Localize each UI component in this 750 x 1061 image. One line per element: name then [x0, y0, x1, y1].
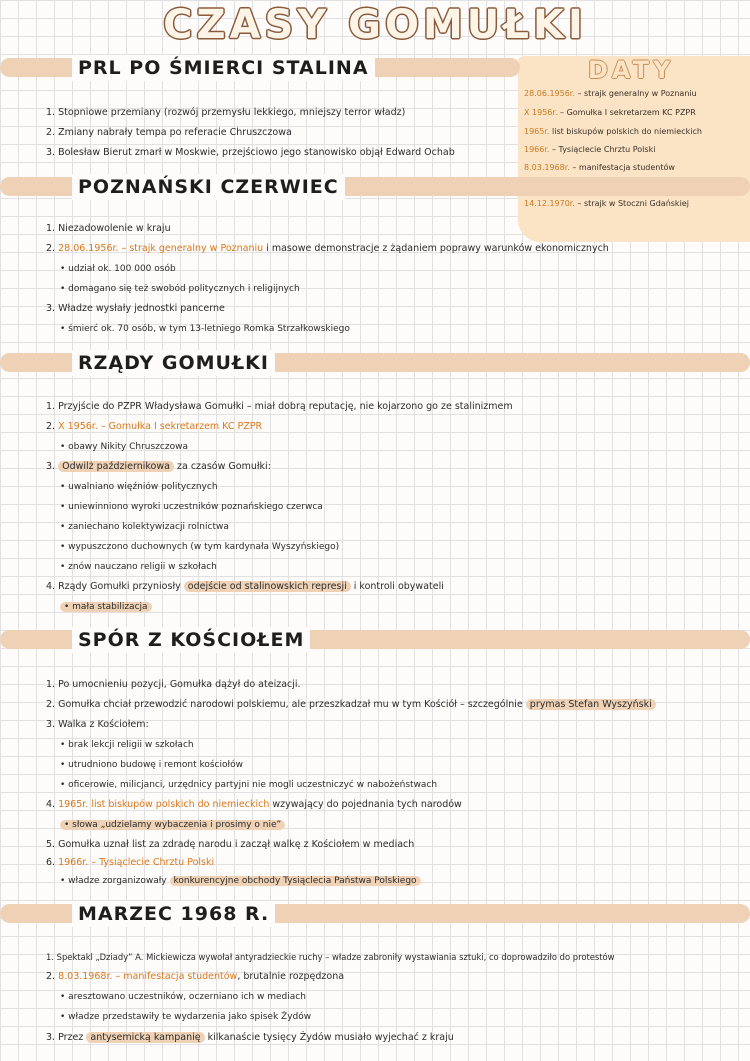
list-text: i masowe demonstracje z żądaniem poprawy warunków ekonomicznych [263, 243, 609, 254]
highlight: • mała stabilizacja [60, 602, 152, 612]
page-title: CZASY GOMUŁKI [163, 2, 587, 48]
list-number: 6. [46, 857, 59, 868]
list-item: 1. Stopniowe przemiany (rozwój przemysłu lekkiego, mniejszy terror władz) [46, 107, 406, 118]
highlight: • słowa „udzielamy wybaczenia i prosimy o nie” [60, 820, 285, 830]
dates-item-date: 8.03.1968r. [524, 163, 570, 172]
bullet-item: • oficerowie, milicjanci, urzędnicy partyjni nie mogli uczestniczyć w nabożeństwach [60, 780, 438, 790]
dates-item-date: X 1956r. [524, 108, 558, 117]
list-text: 2. Gomułka chciał przewodzić narodowi polskiemu, ale przeszkadzał mu w tym Kościół – szczególnie [46, 699, 526, 710]
bullet-item: • utrudniono budowę i remont kościołów [60, 760, 243, 770]
highlight: konkurencyjne obchody Tysiąclecia Państwa Polskiego [170, 876, 421, 886]
bullet-item: • udział ok. 100 000 osób [60, 264, 176, 274]
section-title-marzec: MARZEC 1968 R. [72, 901, 275, 927]
list-item: 3. Bolesław Bierut zmarł w Moskwie, przejściowo jego stanowisko objął Edward Ochab [46, 147, 455, 158]
dates-item-text: – strajk w Stoczni Gdańskiej [574, 199, 689, 208]
list-text: wzywający do pojednania tych narodów [269, 799, 462, 810]
dates-item-text: – manifestacja studentów [569, 163, 675, 172]
dates-item [524, 198, 689, 210]
list-item [46, 856, 214, 870]
dates-item-date: 14.12.1970r. [524, 199, 575, 208]
list-item [46, 580, 444, 594]
list-text: , brutalnie rozpędzona [237, 971, 345, 982]
bullet-item: • brak lekcji religii w szkołach [60, 740, 194, 750]
list-item [46, 242, 609, 256]
bullet-item: • zaniechano kolektywizacji rolnictwa [60, 522, 229, 532]
dates-item [524, 107, 696, 119]
list-text: i kontroli obywateli [350, 581, 444, 592]
list-number: 3. [46, 461, 59, 472]
list-item: 1. Niezadowolenie w kraju [46, 223, 171, 234]
list-item [46, 698, 656, 712]
dates-item-date: 1965r. [524, 127, 550, 136]
list-item: 1. Po umocnieniu pozycji, Gomułka dążył do ateizacji. [46, 679, 301, 690]
list-item [46, 460, 271, 474]
dates-item [524, 126, 702, 138]
list-text: kilkanaście tysięcy Żydów musiało wyjechać z kraju [204, 1032, 454, 1043]
bullet-item [60, 874, 421, 888]
list-item [46, 1031, 454, 1045]
list-item: 5. Gomułka uznał list za zdradę narodu i zaczął walkę z Kościołem w mediach [46, 839, 415, 850]
highlight: Odwilż październikowa [58, 461, 174, 472]
list-item [46, 420, 262, 434]
bullet-item: • władze przedstawiły te wydarzenia jako spisek Żydów [60, 1012, 312, 1022]
dates-item [524, 162, 675, 174]
dates-item-text: list biskupów polskich do niemieckich [549, 127, 702, 136]
list-text: 4. Rządy Gomułki przyniosły [46, 581, 184, 592]
bullet-item: • śmierć ok. 70 osób, w tym 13-letniego Romka Strzałkowskiego [60, 324, 350, 334]
bullet-item: • aresztowano uczestników, oczerniano ich w mediach [60, 992, 306, 1002]
list-item [46, 798, 462, 812]
list-item: 1. Spektakl „Dziady” A. Mickiewicza wywołał antyradzieckie ruchy – władze zabroniły wystawiania sztuki, co doprowadziło do protestów [46, 952, 615, 962]
event-date: 28.06.1956r. – strajk generalny w Poznaniu [58, 243, 264, 254]
list-text: • władze zorganizowały [60, 876, 170, 886]
list-text: za czasów Gomułki: [173, 461, 271, 472]
list-number: 2. [46, 243, 59, 254]
event-date: 1965r. list biskupów polskich do niemieckich [58, 799, 270, 810]
bullet-item: • uwalniano więźniów politycznych [60, 482, 218, 492]
section-title-kosciol: SPÓR Z KOŚCIOŁEM [72, 627, 310, 653]
list-text: 3. Przez [46, 1032, 87, 1043]
dates-item-date: 1966r. [524, 145, 550, 154]
list-item: 3. Walka z Kościołem: [46, 719, 149, 730]
highlight: antysemicką kampanię [86, 1032, 204, 1043]
bullet-item [60, 818, 285, 832]
event-date: X 1956r. – Gomułka I sekretarzem KC PZPR [58, 421, 263, 432]
dates-item [524, 88, 697, 100]
bullet-item: • wypuszczono duchownych (w tym kardynała Wyszyńskiego) [60, 542, 340, 552]
dates-item-text: – Gomułka I sekretarzem KC PZPR [557, 108, 696, 117]
bullet-item: • domagano się też swobód politycznych i religijnych [60, 284, 300, 294]
list-item [46, 970, 344, 984]
bullet-item: • uniewinniono wyroki uczestników poznańskiego czerwca [60, 502, 323, 512]
dates-item [524, 144, 655, 156]
section-title-poznan: POZNAŃSKI CZERWIEC [72, 174, 345, 200]
highlight: odejście od stalinowskich represji [184, 581, 351, 592]
list-number: 4. [46, 799, 59, 810]
bullet-item [60, 600, 152, 614]
event-date: 1966r. – Tysiąclecie Chrztu Polski [58, 857, 215, 868]
dates-item-text: – Tysiąclecie Chrztu Polski [549, 145, 656, 154]
section-title-rzady: RZĄDY GOMUŁKI [72, 350, 275, 376]
list-item: 3. Władze wysłały jednostki pancerne [46, 303, 225, 314]
highlight: prymas Stefan Wyszyński [526, 699, 656, 710]
bullet-item: • znów nauczano religii w szkołach [60, 562, 217, 572]
section-title-prl: PRL PO ŚMIERCI STALINA [72, 55, 375, 81]
list-item: 1. Przyjście do PZPR Władysława Gomułki – miał dobrą reputację, nie kojarzono go ze stalinizmem [46, 401, 513, 412]
list-number: 2. [46, 421, 59, 432]
list-item: 2. Zmiany nabrały tempa po referacie Chruszczowa [46, 127, 292, 138]
list-number: 2. [46, 971, 59, 982]
bullet-item: • obawy Nikity Chruszczowa [60, 442, 188, 452]
dates-item-text: – strajk generalny w Poznaniu [574, 89, 697, 98]
dates-item-date: 28.06.1956r. [524, 89, 575, 98]
event-date: 8.03.1968r. – manifestacja studentów [58, 971, 238, 982]
dates-title: DATY [588, 56, 675, 84]
